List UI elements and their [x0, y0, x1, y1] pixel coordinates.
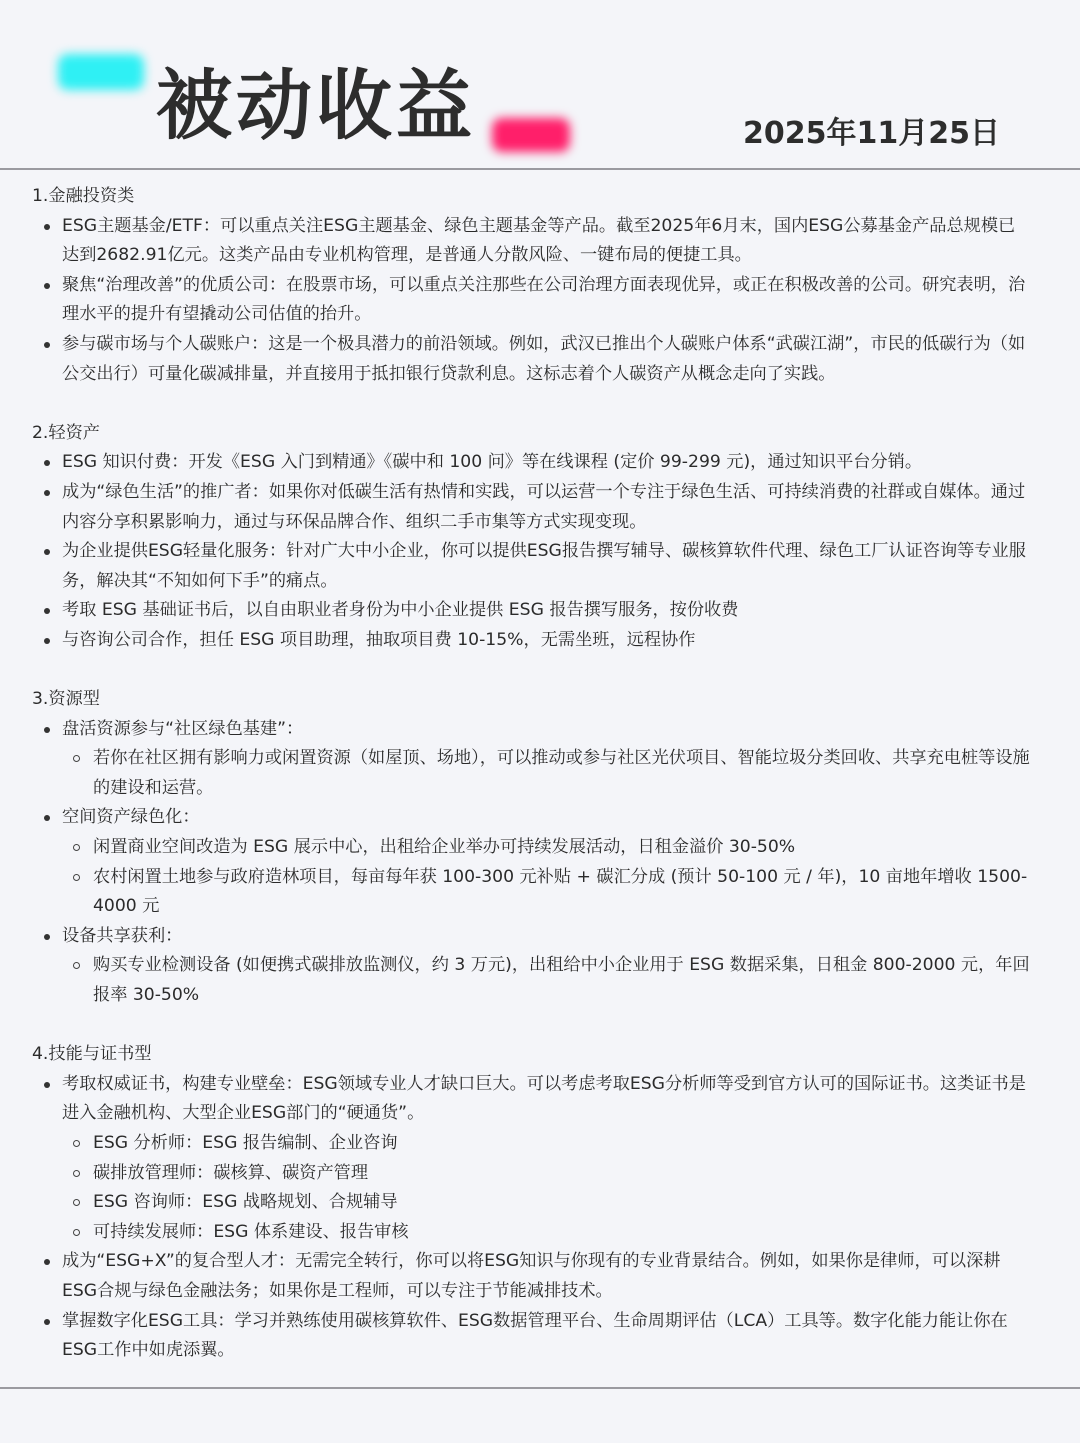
bullet-list: [32, 212, 1032, 390]
list-item-text: ESG主题基金/ETF：可以重点关注ESG主题基金、绿色主题基金等产品。截至2025年6月末，国内ESG公募基金产品总规模已达到2682.91亿元。这类产品由专业机构管理，是普通人分散风险、一键布局的便捷工具。: [62, 215, 1016, 266]
list-item: [32, 448, 1032, 478]
list-item: [32, 803, 1032, 921]
section: [32, 1040, 1032, 1366]
sub-list-item: 若你在社区拥有影响力或闲置资源（如屋顶、场地），可以推动或参与社区光伏项目、智能垃圾分类回收、共享充电桩等设施的建设和运营。: [62, 744, 1032, 803]
section-title: 1.金融投资类: [32, 186, 135, 206]
list-item: [32, 1070, 1032, 1248]
list-item: [32, 537, 1032, 596]
sub-list-item: 购买专业检测设备 (如便携式碳排放监测仪，约 3 万元)，出租给中小企业用于 ESG 数据采集，日租金 800-2000 元，年回报率 30-50%: [62, 951, 1032, 1010]
header: [0, 0, 1080, 170]
list-item: [32, 626, 1032, 656]
sub-list-item: ESG 分析师：ESG 报告编制、企业咨询: [62, 1129, 1032, 1159]
article-body: [32, 182, 1032, 1366]
list-item-text: 聚焦“治理改善”的优质公司：在股票市场，可以重点关注那些在公司治理方面表现优异，或正在积极改善的公司。研究表明，治理水平的提升有望撬动公司估值的抬升。: [62, 274, 1026, 325]
sub-bullet-list: [62, 951, 1032, 1010]
list-item-text: 考取 ESG 基础证书后，以自由职业者身份为中小企业提供 ESG 报告撰写服务，按份收费: [62, 600, 739, 621]
bullet-list: [32, 448, 1032, 655]
section-gap: [32, 656, 1032, 686]
sub-list-item: 农村闲置土地参与政府造林项目，每亩每年获 100-300 元补贴 + 碳汇分成 (预计 50-100 元 / 年)，10 亩地年增收 1500-4000 元: [62, 863, 1032, 922]
section-title: 4.技能与证书型: [32, 1044, 152, 1065]
sub-bullet-list: [62, 833, 1032, 922]
bottom-divider: [0, 1387, 1080, 1389]
section-gap: [32, 1011, 1032, 1041]
cyan-highlight-decoration: [58, 54, 144, 90]
bullet-list: [32, 1070, 1032, 1366]
list-item-text: 设备共享获利：: [62, 925, 183, 946]
section-title: 2.轻资产: [32, 422, 100, 443]
section: [32, 685, 1032, 1011]
list-item-text: 为企业提供ESG轻量化服务：针对广大中小企业，你可以提供ESG报告撰写辅导、碳核算软件代理、绿色工厂认证咨询等专业服务，解决其“不知如何下手”的痛点。: [62, 541, 1026, 591]
list-item: [32, 922, 1032, 1011]
page-title: 被动收益: [156, 61, 476, 150]
list-item-text: 空间资产绿色化：: [62, 807, 200, 828]
section: [32, 182, 1032, 389]
sub-list-item: 可持续发展师：ESG 体系建设、报告审核: [62, 1218, 1032, 1248]
list-item-text: 考取权威证书，构建专业壁垒：ESG领域专业人才缺口巨大。可以考虑考取ESG分析师等受到官方认可的国际证书。这类证书是进入金融机构、大型企业ESG部门的“硬通货”。: [62, 1073, 1026, 1124]
list-item-text: 成为“绿色生活”的推广者：如果你对低碳生活有热情和实践，可以运营一个专注于绿色生活、可持续消费的社群或自媒体。通过内容分享积累影响力，通过与环保品牌合作、组织二手市集等方式实现变现。: [62, 481, 1026, 532]
sub-bullet-list: [62, 1129, 1032, 1247]
top-divider: [0, 168, 1080, 170]
list-item-text: ESG 知识付费：开发《ESG 入门到精通》《碳中和 100 问》等在线课程 (定价 99-299 元)，通过知识平台分销。: [62, 452, 923, 473]
pink-highlight-decoration: [492, 118, 570, 152]
list-item-text: 盘活资源参与“社区绿色基建”：: [62, 718, 304, 739]
sub-list-item: 碳排放管理师：碳核算、碳资产管理: [62, 1159, 1032, 1189]
list-item-text: 成为“ESG+X”的复合型人才：无需完全转行，你可以将ESG知识与你现有的专业背景结合。例如，如果你是律师，可以深耕ESG合规与绿色金融法务；如果你是工程师，可以专注于节能减排技术。: [62, 1251, 1001, 1301]
date-label: 2025年11月25日: [743, 116, 1000, 151]
list-item: [32, 1247, 1032, 1306]
sub-list-item: 闲置商业空间改造为 ESG 展示中心，出租给企业举办可持续发展活动，日租金溢价 30-50%: [62, 833, 1032, 863]
list-item: [32, 212, 1032, 271]
bullet-list: [32, 715, 1032, 1011]
sub-list-item: ESG 咨询师：ESG 战略规划、合规辅导: [62, 1188, 1032, 1218]
list-item: [32, 1307, 1032, 1366]
sub-bullet-list: [62, 744, 1032, 803]
list-item: [32, 271, 1032, 330]
section-title: 3.资源型: [32, 689, 100, 710]
list-item: [32, 478, 1032, 537]
list-item: [32, 596, 1032, 626]
list-item: [32, 330, 1032, 389]
section-gap: [32, 389, 1032, 419]
list-item-text: 参与碳市场与个人碳账户：这是一个极具潜力的前沿领域。例如，武汉已推出个人碳账户体系“武碳江湖”，市民的低碳行为（如公交出行）可量化碳减排量，并直接用于抵扣银行贷款利息。这标志着个人碳资产从概念走向了实践。: [62, 333, 1026, 384]
list-item-text: 与咨询公司合作，担任 ESG 项目助理，抽取项目费 10-15%，无需坐班，远程协作: [62, 629, 696, 650]
section: [32, 419, 1032, 656]
list-item: [32, 715, 1032, 804]
list-item-text: 掌握数字化ESG工具：学习并熟练使用碳核算软件、ESG数据管理平台、生命周期评估（LCA）工具等。数字化能力能让你在ESG工作中如虎添翼。: [62, 1310, 1008, 1361]
